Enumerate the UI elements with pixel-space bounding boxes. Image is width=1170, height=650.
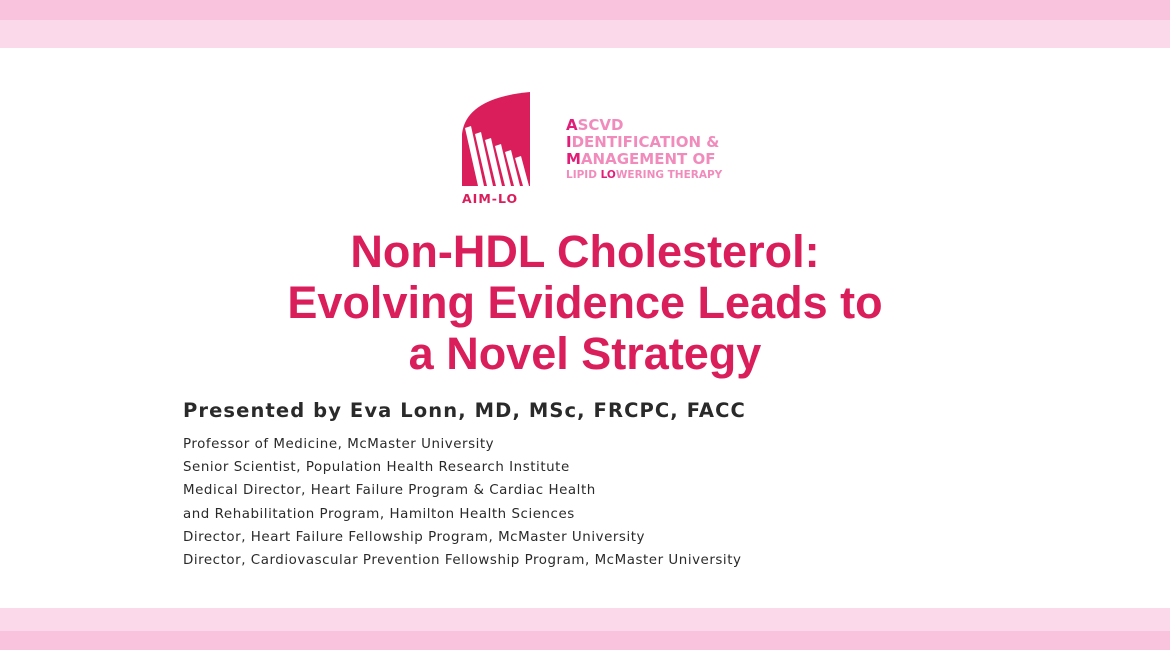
aim-lo-logo-icon <box>462 90 532 186</box>
acronym-block <box>566 117 722 182</box>
logo-wordmark: AIM-LO <box>462 191 519 206</box>
title-line-1: Non-HDL Cholesterol: <box>350 226 820 277</box>
acronym-line-ascvd: ASCVD <box>566 116 624 134</box>
affiliation-list <box>183 433 741 572</box>
affiliation-item: Professor of Medicine, McMaster University <box>183 437 495 452</box>
title-line-2: Evolving Evidence Leads to <box>287 277 883 328</box>
affiliation-item: Senior Scientist, Population Health Research Institute <box>183 460 570 476</box>
affiliation-item: Medical Director, Heart Failure Program & Cardiac Health <box>183 483 596 499</box>
affiliation-item: Director, Heart Failure Fellowship Program, McMaster University <box>183 529 645 545</box>
affiliation-item: Director, Cardiovascular Prevention Fellowship Program, McMaster University <box>183 553 742 569</box>
top-band-light <box>0 20 1170 48</box>
acronym-line-lipid-lowering: LIPID LOWERING THERAPY <box>566 169 723 181</box>
title-line-3: a Novel Strategy <box>408 328 762 379</box>
acronym-line-management: MANAGEMENT OF <box>566 150 716 168</box>
bottom-band-light <box>0 608 1170 631</box>
acronym-line-identification: IDENTIFICATION & <box>566 133 720 151</box>
top-band-dark <box>0 0 1170 20</box>
presenter-heading: Presented by Eva Lonn, MD, MSc, FRCPC, FACC <box>183 399 746 422</box>
presentation-title <box>0 226 1170 379</box>
affiliation-item: and Rehabilitation Program, Hamilton Health Sciences <box>183 506 575 522</box>
bottom-band-dark <box>0 631 1170 650</box>
